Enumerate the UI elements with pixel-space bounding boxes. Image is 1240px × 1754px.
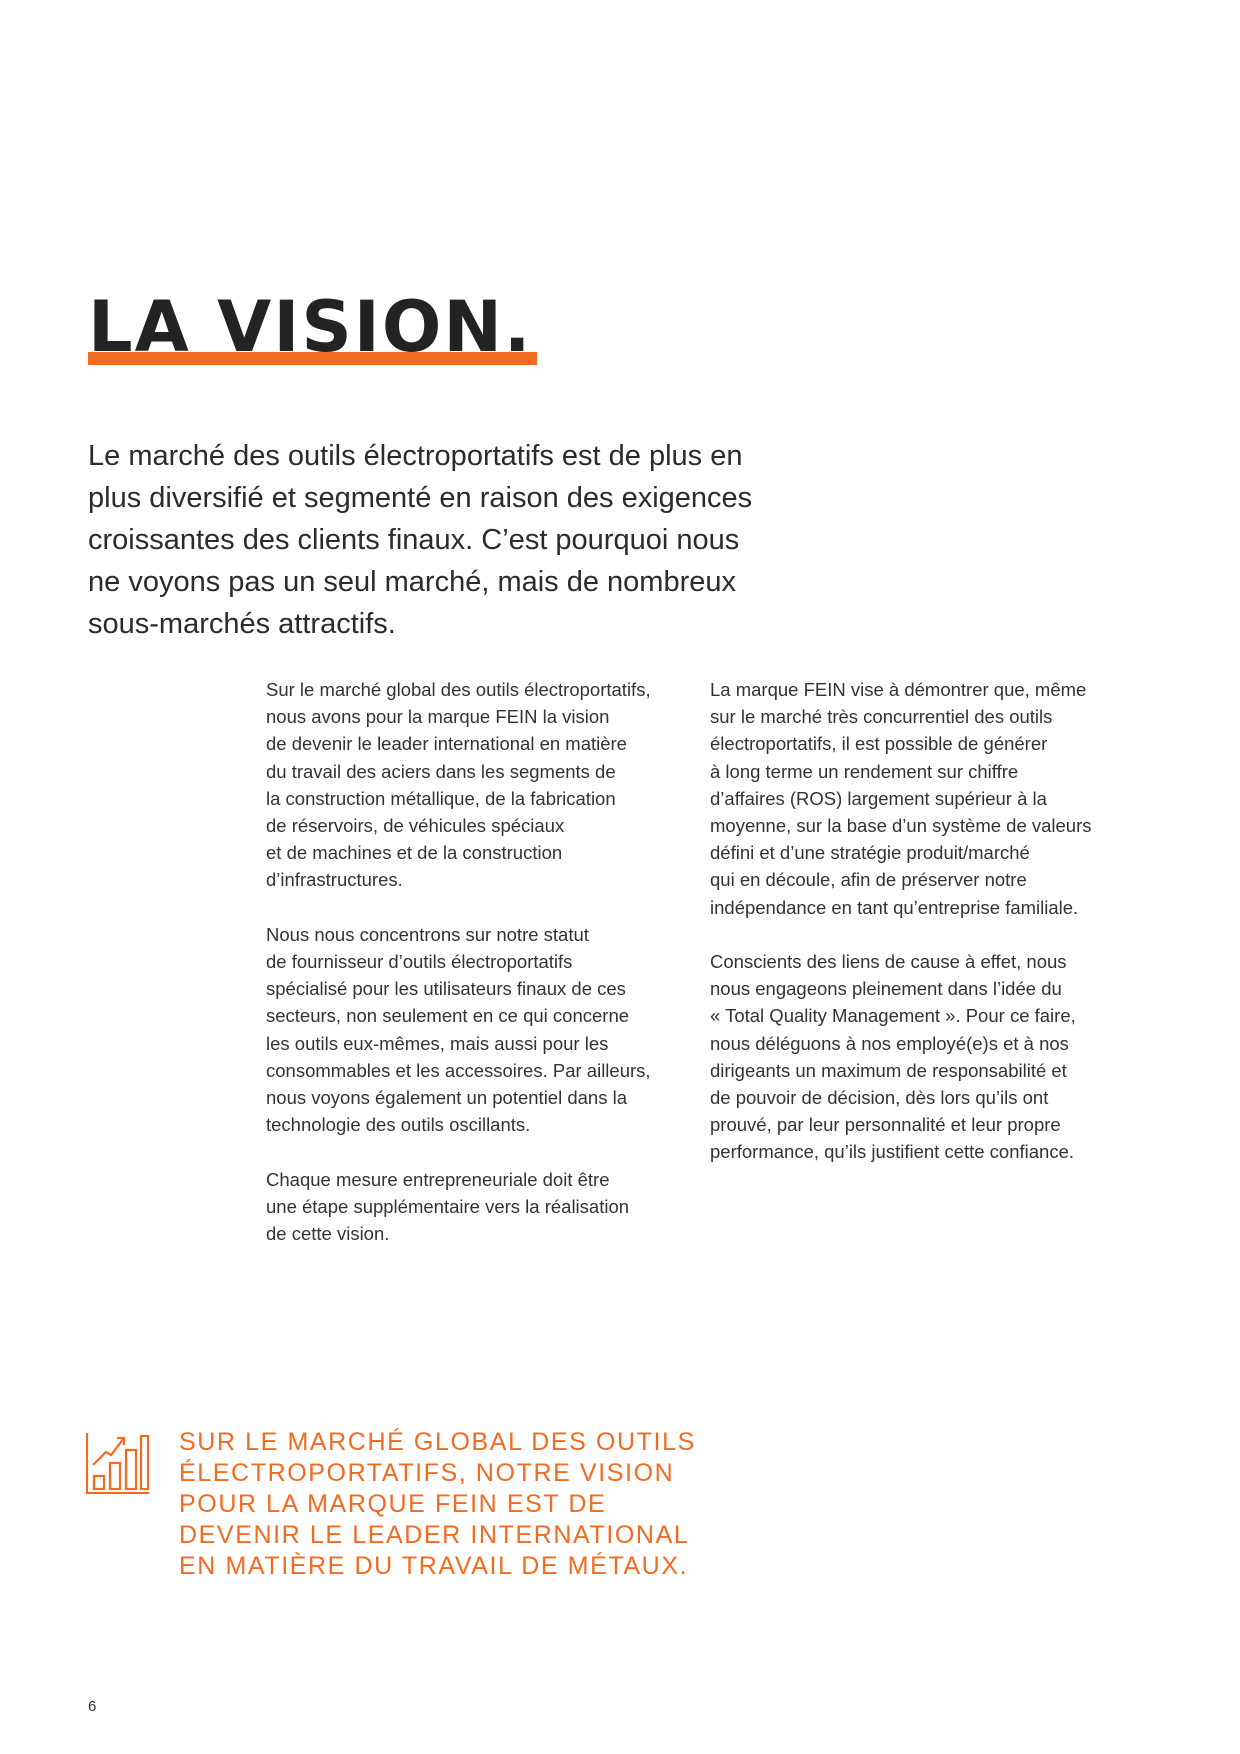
text-line: les outils eux-mêmes, mais aussi pour les bbox=[266, 1032, 609, 1054]
text-line: Chaque mesure entrepreneuriale doit être bbox=[266, 1168, 610, 1190]
text-line: moyenne, sur la base d’un système de valeurs bbox=[710, 815, 1092, 837]
text-line: consommables et les accessoires. Par ailleurs, bbox=[266, 1059, 651, 1081]
text-line: de cette vision. bbox=[266, 1223, 390, 1245]
text-line: spécialisé pour les utilisateurs finaux de ces bbox=[266, 978, 626, 1000]
callout-quote bbox=[179, 1427, 696, 1582]
right-paragraph-1 bbox=[710, 676, 1130, 921]
text-line: « Total Quality Management ». Pour ce faire, bbox=[710, 1005, 1076, 1027]
page-title: LA VISION. bbox=[88, 286, 533, 368]
lead-line: sous-marchés attractifs. bbox=[88, 608, 396, 640]
text-line: technologie des outils oscillants. bbox=[266, 1114, 531, 1136]
left-column bbox=[266, 676, 686, 1274]
lead-line: croissantes des clients finaux. C’est pourquoi nous bbox=[88, 524, 740, 556]
growth-chart-icon bbox=[86, 1432, 150, 1494]
text-line: performance, qu’ils justifient cette confiance. bbox=[710, 1141, 1075, 1163]
callout-line: DEVENIR LE LEADER INTERNATIONAL bbox=[179, 1521, 690, 1549]
text-line: secteurs, non seulement en ce qui concerne bbox=[266, 1005, 630, 1027]
right-column bbox=[710, 676, 1130, 1193]
lead-line: Le marché des outils électroportatifs est de plus en bbox=[88, 440, 743, 472]
text-line: sur le marché très concurrentiel des outils bbox=[710, 706, 1053, 728]
text-line: et de machines et de la construction bbox=[266, 842, 563, 864]
lead-paragraph bbox=[88, 435, 828, 645]
lead-line: ne voyons pas un seul marché, mais de nombreux bbox=[88, 566, 737, 598]
text-line: d’affaires (ROS) largement supérieur à la bbox=[710, 787, 1047, 809]
right-paragraph-2 bbox=[710, 948, 1130, 1166]
text-line: une étape supplémentaire vers la réalisation bbox=[266, 1195, 630, 1217]
text-line: La marque FEIN vise à démontrer que, même bbox=[710, 679, 1087, 700]
text-line: de fournisseur d’outils électroportatifs bbox=[266, 951, 573, 973]
text-line: électroportatifs, il est possible de générer bbox=[710, 733, 1048, 755]
left-paragraph-2 bbox=[266, 921, 686, 1139]
text-line: indépendance en tant qu’entreprise familiale. bbox=[710, 896, 1079, 918]
text-line: nous voyons également un potentiel dans la bbox=[266, 1087, 628, 1109]
left-paragraph-3 bbox=[266, 1166, 686, 1248]
callout-line: ÉLECTROPORTATIFS, NOTRE VISION bbox=[179, 1459, 675, 1487]
text-line: de devenir le leader international en matière bbox=[266, 733, 627, 755]
text-line: qui en découle, afin de préserver notre bbox=[710, 869, 1027, 891]
callout-line: SUR LE MARCHÉ GLOBAL DES OUTILS bbox=[179, 1428, 696, 1456]
title-block bbox=[88, 286, 533, 368]
text-line: nous avons pour la marque FEIN la vision bbox=[266, 706, 610, 728]
lead-line: plus diversifié et segmenté en raison des exigences bbox=[88, 482, 753, 514]
text-line: du travail des aciers dans les segments de bbox=[266, 760, 616, 782]
text-line: la construction métallique, de la fabrication bbox=[266, 787, 616, 809]
text-line: Conscients des liens de cause à effet, nous bbox=[710, 951, 1067, 973]
left-paragraph-1 bbox=[266, 676, 686, 894]
text-line: Sur le marché global des outils électroportatifs, bbox=[266, 679, 651, 700]
callout-line: POUR LA MARQUE FEIN EST DE bbox=[179, 1490, 607, 1518]
page-number: 6 bbox=[88, 1698, 97, 1715]
callout-line: EN MATIÈRE DU TRAVAIL DE MÉTAUX. bbox=[179, 1552, 689, 1580]
text-line: nous engageons pleinement dans l’idée du bbox=[710, 978, 1062, 1000]
text-line: nous déléguons à nos employé(e)s et à nos bbox=[710, 1032, 1069, 1054]
text-line: d’infrastructures. bbox=[266, 869, 403, 891]
text-line: prouvé, par leur personnalité et leur propre bbox=[710, 1114, 1061, 1136]
text-line: dirigeants un maximum de responsabilité et bbox=[710, 1059, 1067, 1081]
text-line: de réservoirs, de véhicules spéciaux bbox=[266, 815, 565, 837]
text-line: Nous nous concentrons sur notre statut bbox=[266, 923, 589, 945]
text-line: de pouvoir de décision, dès lors qu’ils ont bbox=[710, 1087, 1049, 1109]
text-line: défini et d’une stratégie produit/marché bbox=[710, 842, 1030, 864]
text-line: à long terme un rendement sur chiffre bbox=[710, 760, 1019, 782]
